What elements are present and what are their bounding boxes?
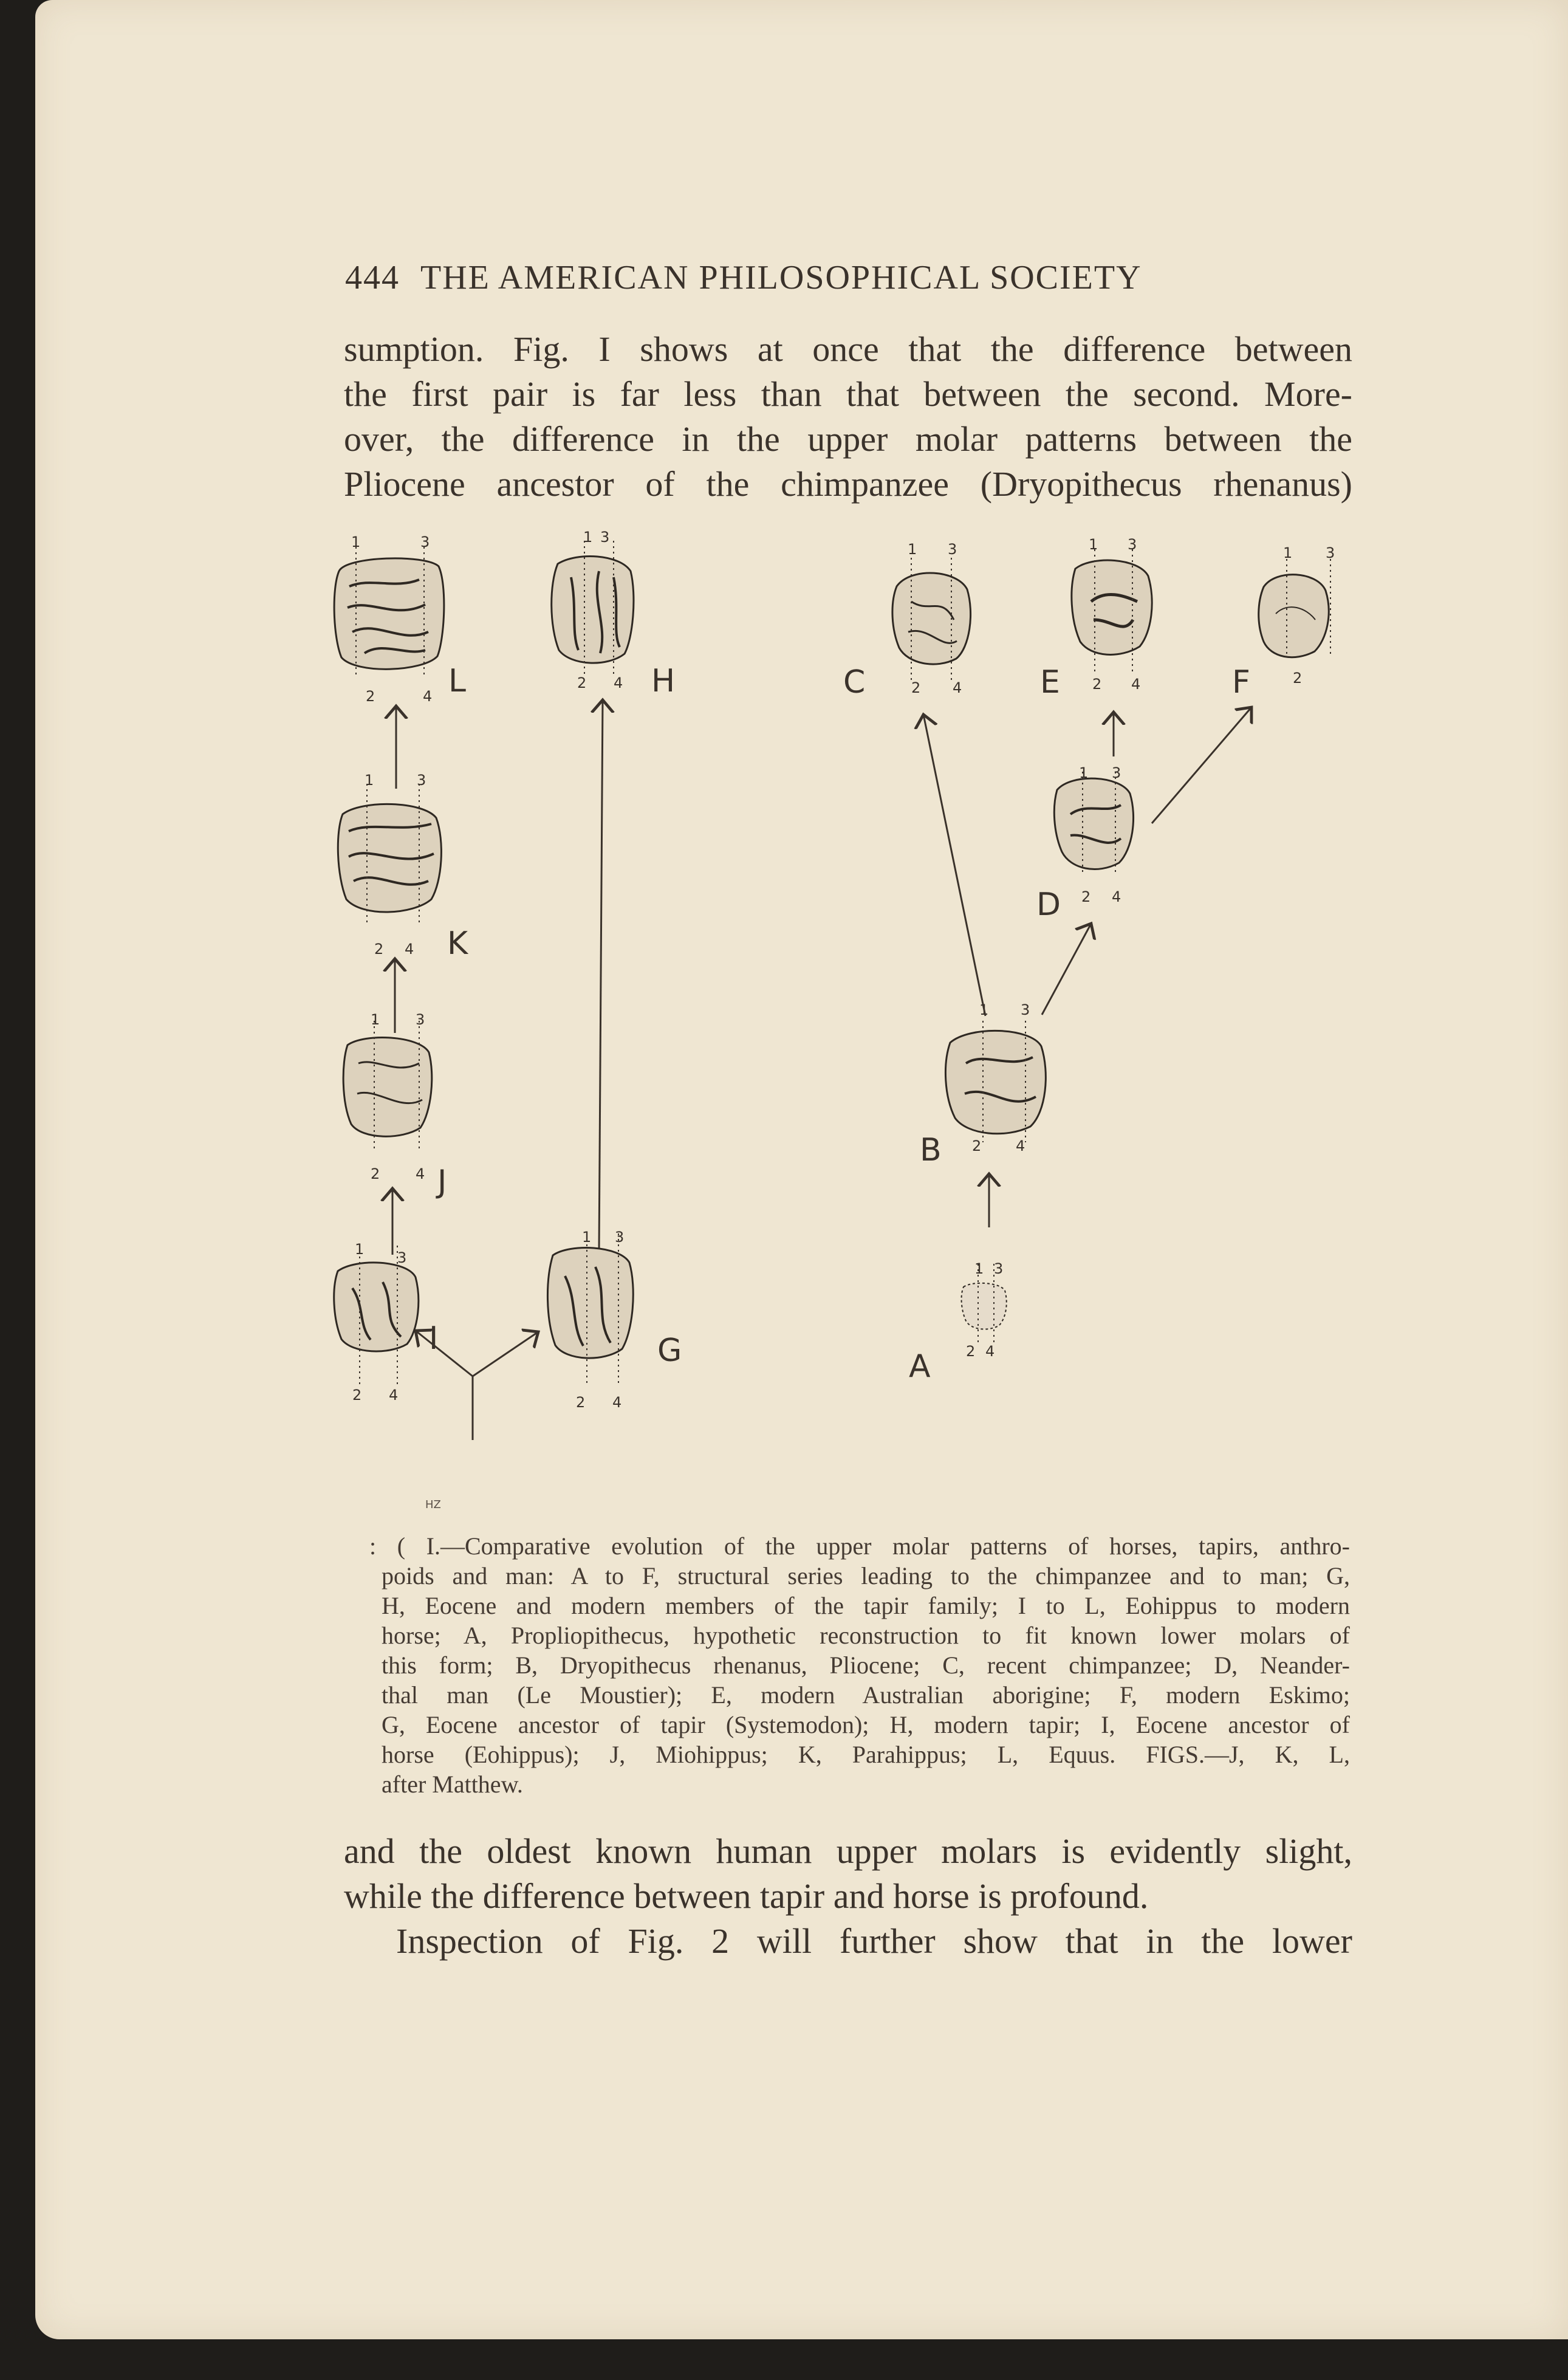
text-line: and the oldest known human upper molars is evidently slight, [344,1831,1352,1871]
cusp-number: 2 [374,941,384,958]
tooth-e [1072,560,1152,654]
hz-mark: HZ [425,1498,441,1511]
label-e: E [1040,664,1060,701]
cusp-number: 1 [979,1001,989,1018]
journal-title: THE AMERICAN PHILOSOPHICAL SOCIETY [420,259,1142,297]
cusp-number: 1 [371,1011,380,1028]
page-number: 444 [345,259,400,297]
label-c: C [843,664,866,701]
cusp-number: 1 [908,541,917,558]
cusp-number: 4 [1016,1137,1025,1154]
cusp-number: 3 [1021,1001,1030,1018]
cusp-number: 3 [1128,536,1137,553]
cusp-number: 4 [405,941,414,958]
arrow-g-to-h [599,700,603,1252]
cusp-number: 2 [1092,676,1102,693]
cusp-number: 2 [576,1394,586,1411]
caption-line: : ( I.—Comparative evolution of the upper molar patterns of horses, tapirs, anthro- [369,1532,1350,1560]
tooth-c [892,573,971,664]
arrow-to-i [416,1331,473,1376]
caption-line: after Matthew. [382,1771,523,1798]
cusp-number: 4 [1112,888,1121,905]
cusp-number: 4 [985,1343,995,1360]
label-j: J [437,1164,447,1200]
arrow-to-g [473,1332,538,1376]
tooth-j [343,1038,432,1137]
text-line: Pliocene ancestor of the chimpanzee (Dryopithecus rhenanus) [344,464,1352,504]
cusp-number: 3 [1326,544,1335,561]
caption-line: horse (Eohippus); J, Miohippus; K, Parahippus; L, Equus. FIGS.—J, K, L, [382,1741,1350,1768]
text-line: sumption. Fig. I shows at once that the difference between [344,329,1352,369]
arrow-b-to-d [1042,924,1091,1015]
cusp-number: 4 [423,688,433,705]
running-header [345,258,1256,297]
tooth-a [962,1283,1007,1329]
cusp-number: 1 [351,533,361,550]
cusp-number: 1 [1079,764,1089,781]
arrow-b-to-c [923,715,985,1016]
cusp-number: 4 [1131,676,1141,693]
label-l: L [448,663,466,699]
text-line: the first pair is far less than that between the second. More- [344,374,1352,414]
cusp-number: 3 [397,1249,407,1266]
cusp-number: 1 [1283,544,1293,561]
cusp-number: 1 [365,772,374,789]
tooth-k [338,804,441,912]
arrow-d-to-f [1152,707,1251,823]
cusp-number: 2 [1293,670,1303,687]
cusp-number: 3 [948,541,957,558]
cusp-number: 4 [416,1165,425,1182]
cusp-number: 3 [416,1011,425,1028]
cusp-number: 2 [352,1387,362,1404]
cusp-number: 1 [1089,536,1098,553]
cusp-number: 2 [1081,888,1091,905]
cusp-number: 2 [972,1137,982,1154]
caption-line: H, Eocene and modern members of the tapir family; I to L, Eohippus to modern [382,1592,1350,1619]
molar-evolution-figure [304,529,1397,1525]
cusp-number: 4 [612,1394,622,1411]
label-d: D [1036,886,1061,923]
tooth-d [1054,778,1133,869]
cusp-number: 3 [600,529,610,546]
cusp-number: 3 [417,772,426,789]
label-i: I [429,1320,439,1357]
label-h: H [651,663,676,699]
cusp-number: 3 [420,533,430,550]
cusp-number: 1 [974,1260,984,1277]
caption-line: thal man (Le Moustier); E, modern Australian aborigine; F, modern Eskimo; [382,1681,1350,1709]
cusp-number: 4 [953,679,962,696]
bottom-paragraph [344,1829,1352,1964]
cusp-number: 2 [577,674,587,691]
cusp-number: 4 [614,674,623,691]
caption-line: this form; B, Dryopithecus rhenanus, Pliocene; C, recent chimpanzee; D, Neander- [382,1651,1350,1679]
label-g: G [657,1332,682,1369]
cusp-number: 2 [911,679,921,696]
tooth-l [334,558,444,669]
cusp-number: 1 [583,529,593,546]
cusp-number: 3 [615,1229,625,1246]
tooth-g [547,1248,633,1359]
caption-line: G, Eocene ancestor of tapir (Systemodon); H, modern tapir; I, Eocene ancestor of [382,1711,1350,1738]
text-line: over, the difference in the upper molar patterns between the [344,419,1352,459]
tooth-f [1259,575,1329,657]
tooth-i [334,1263,419,1351]
top-paragraph [344,327,1352,507]
cusp-number: 1 [582,1229,592,1246]
cusp-number: 2 [371,1165,380,1182]
cusp-number: 4 [389,1387,399,1404]
cusp-number: 3 [1112,764,1121,781]
caption-line: poids and man: A to F, structural series leading to the chimpanzee and to man; G, [382,1562,1350,1590]
figure-caption [369,1531,1350,1799]
label-b: B [920,1132,942,1168]
label-a: A [909,1348,931,1385]
tooth-b [945,1031,1046,1133]
tooth-h [552,557,634,664]
text-line: Inspection of Fig. 2 will further show that in the lower [396,1921,1352,1961]
cusp-number: 2 [366,688,375,705]
cusp-number: 3 [994,1260,1004,1277]
cusp-number: 2 [966,1343,976,1360]
cusp-number: 1 [355,1241,365,1258]
figure-drawing [304,529,1397,1525]
label-k: K [447,925,468,962]
caption-line: horse; A, Propliopithecus, hypothetic reconstruction to fit known lower molars of [382,1622,1350,1649]
label-f: F [1232,664,1250,701]
text-line: while the difference between tapir and horse is profound. [344,1876,1149,1916]
